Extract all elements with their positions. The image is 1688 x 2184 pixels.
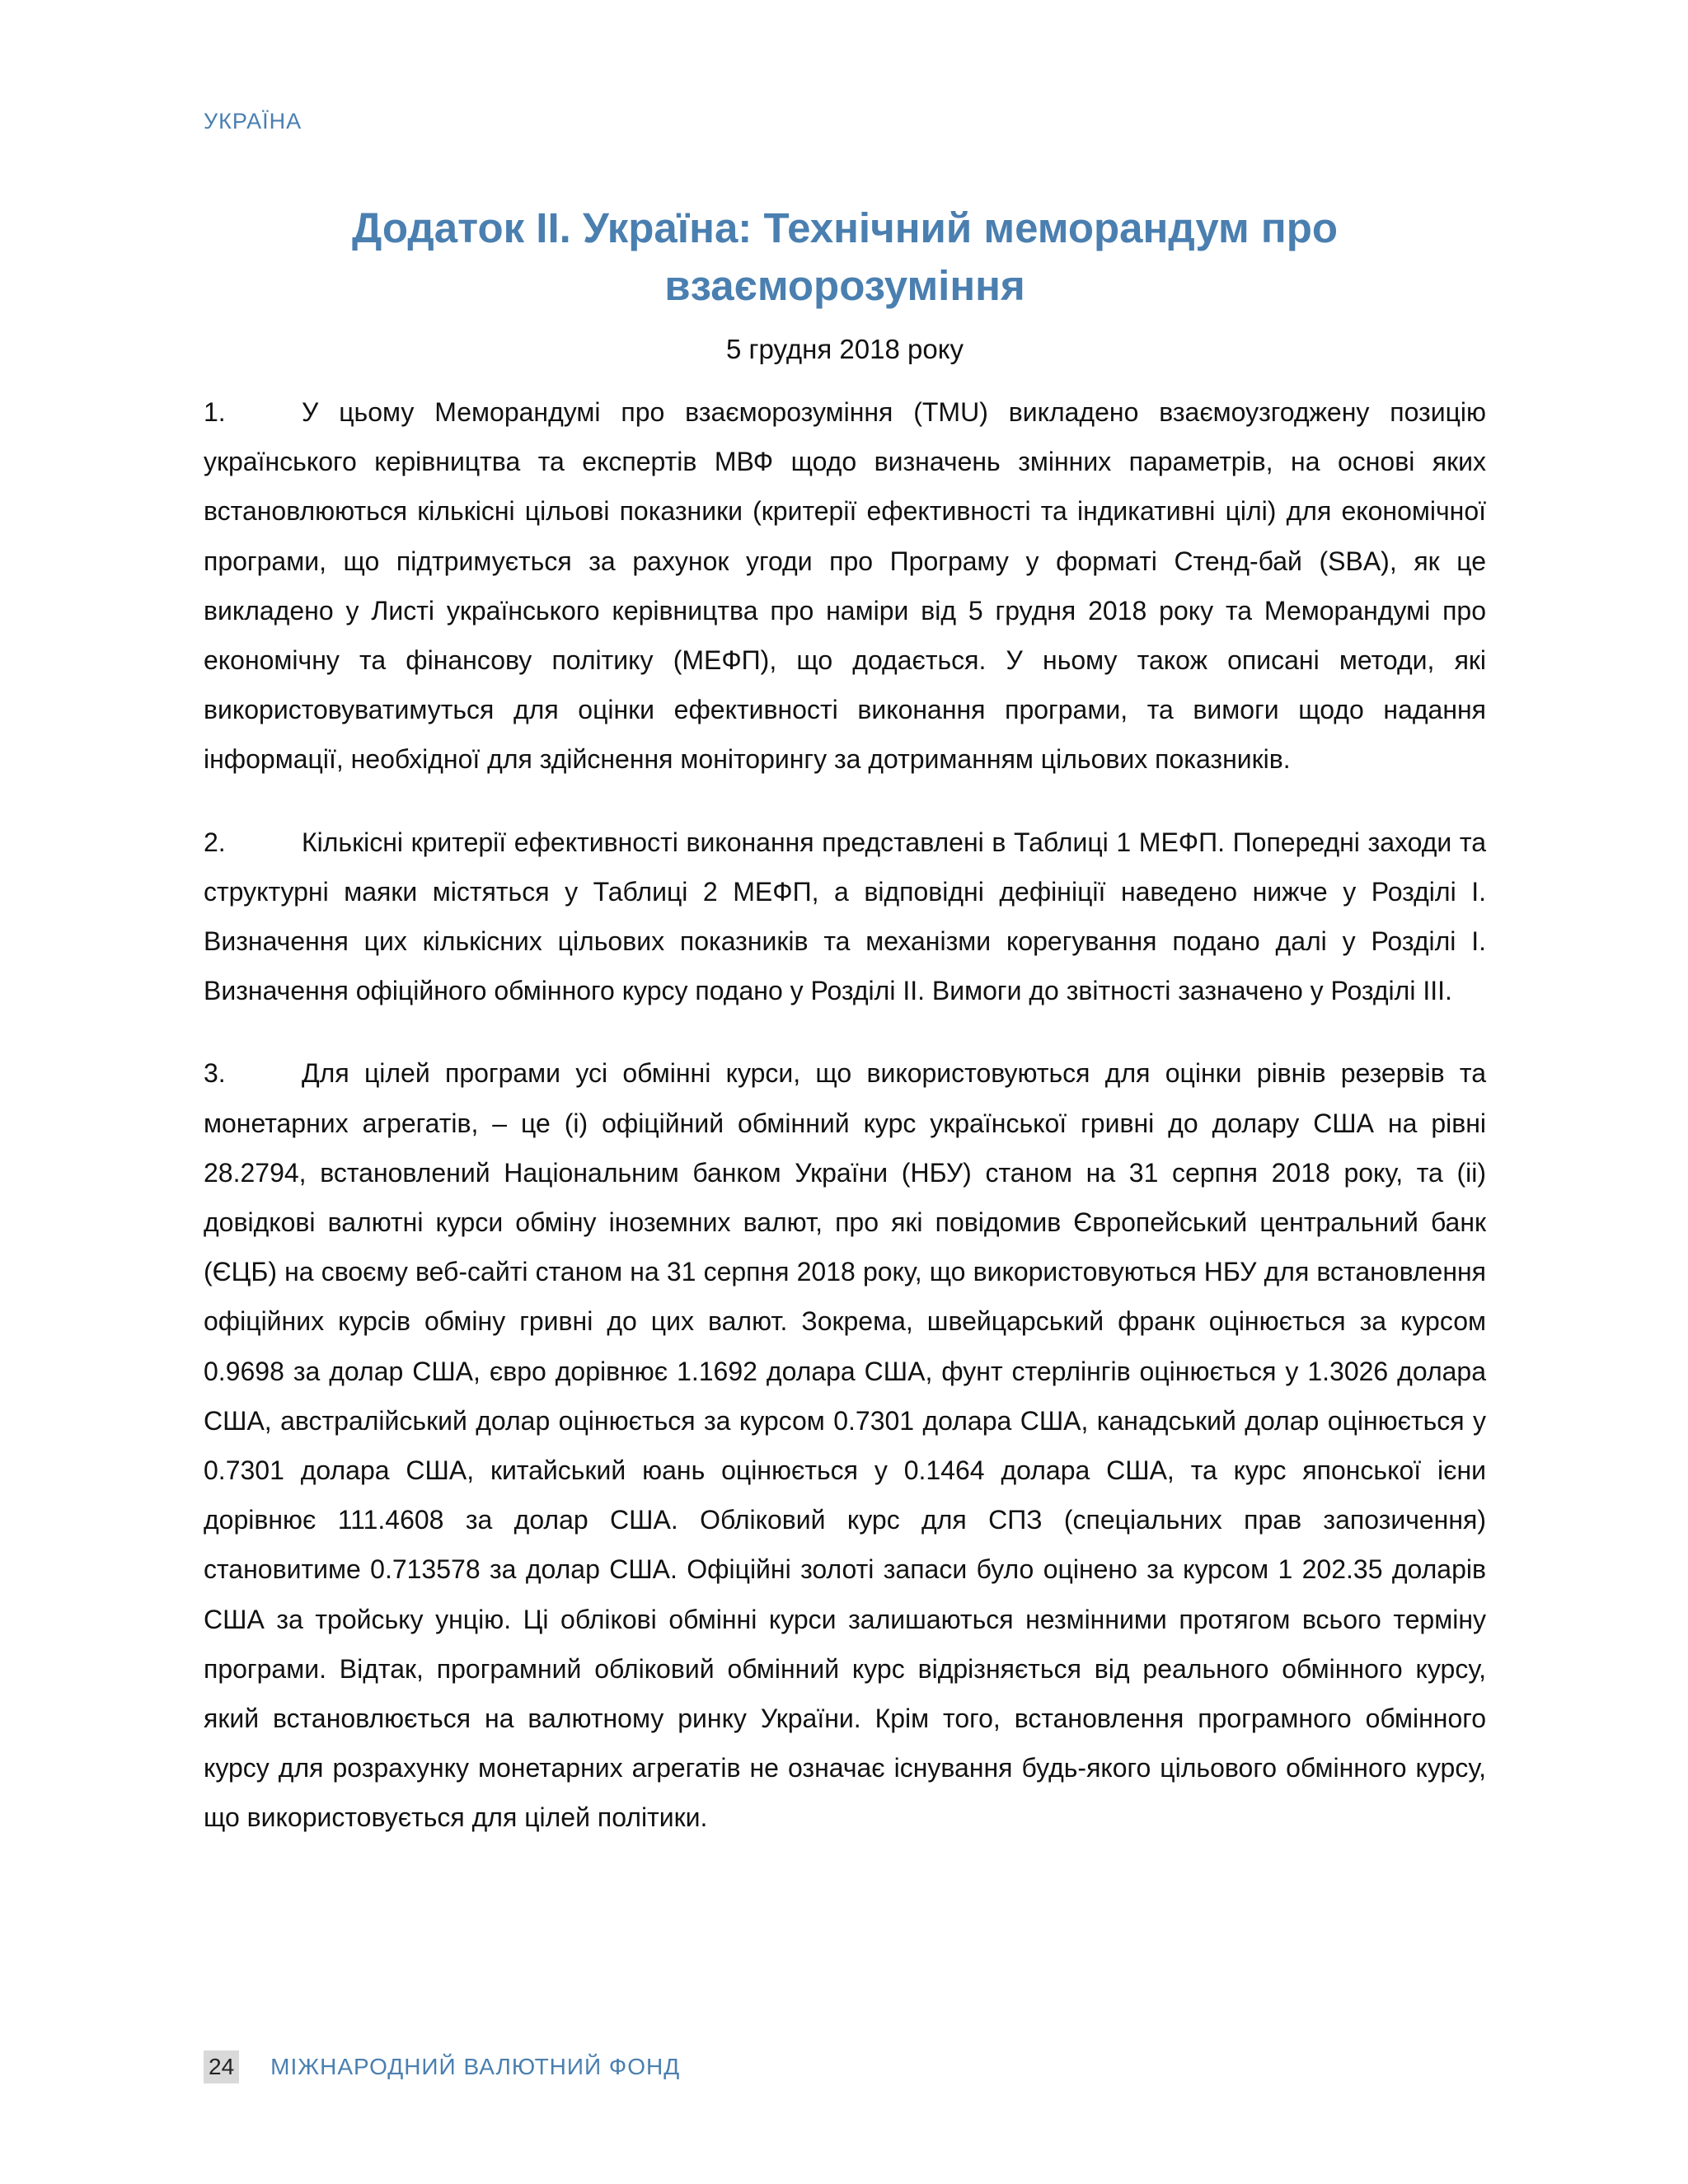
- paragraph-1: [204, 387, 1486, 785]
- paragraph-3: [204, 1048, 1486, 1842]
- paragraph-number: 1.: [204, 397, 226, 427]
- paragraph-text: У цьому Меморандумі про взаєморозуміння (TMU) викладено взаємоузгоджену позицію українського керівництва та експертів МВФ щодо визначень змінних параметрів, на основі яких встановлюються кількісні цільові показники (критерії ефективності та індикативні цілі) для економічної програми, що підтримується за рахунок угоди про Програму у форматі Стенд-бай (SBA), як це викладено у Листі українського керівництва про наміри від 5 грудня 2018 року та Меморандумі про економічну та фінансову політику (МЕФП), що додається. У ньому також описані методи, які використовуватимуться для оцінки ефективності виконання програми, та вимоги щодо надання інформації, необхідної для здійснення моніторингу за дотриманням цільових показників.: [204, 397, 1486, 775]
- document-date: 5 грудня 2018 року: [725, 334, 964, 364]
- page-title-line-1: Додаток ІІ. Україна: Технічний меморандум про: [351, 204, 1339, 251]
- paragraph-number: 2.: [204, 827, 226, 857]
- paragraph-number: 3.: [204, 1058, 226, 1089]
- page-title-line-2: взаєморозуміння: [664, 262, 1025, 309]
- paragraph-2: [204, 818, 1486, 1016]
- body-text: [204, 387, 1486, 1876]
- paragraph-text: Для цілей програми усі обмінні курси, що використовуються для оцінки рівнів резервів та монетарних агрегатів, – це (i) офіційний обмінний курс української гривні до долару США на рівні 28.2794, встановлений Національним банком України (НБУ) станом на 31 серпня 2018 року, та (ii) довідкові валютні курси обміну іноземних валют, про які повідомив Європейський центральний банк (ЄЦБ) на своєму веб-сайті станом на 31 серпня 2018 року, що використовуються НБУ для встановлення офіційних курсів обміну гривні до цих валют. Зокрема, швейцарський франк оцінюється за курсом 0.9698 за долар США, євро дорівнює 1.1692 долара США, фунт стерлінгів оцінюється у 1.3026 долара США, австралійський долар оцінюється за курсом 0.7301 долара США, канадський долар оцінюється у 0.7301 долара США, китайський юань оцінюється у 0.1464 долара США, та курс японської ієни дорівнює 111.4608 за долар США. Обліковий курс для СПЗ (спеціальних прав запозичення) становитиме 0.713578 за долар США. Офіційні золоті запаси було оцінено за курсом 1 202.35 доларів США за тройську унцію. Ці облікові обмінні курси залишаються незмінними протягом всього терміну програми. Відтак, програмний обліковий обмінний курс відрізняється від реального обмінного курсу, який встановлюється на валютному ринку України. Крім того, встановлення програмного обмінного курсу для розрахунку монетарних агрегатів не означає існування будь-якого цільового обмінного курсу, що використовується для цілей політики.: [204, 1058, 1486, 1833]
- page-title: [204, 199, 1486, 315]
- footer-organization: МІЖНАРОДНИЙ ВАЛЮТНИЙ ФОНД: [270, 2054, 681, 2079]
- paragraph-text: Кількісні критерії ефективності виконання представлені в Таблиці 1 МЕФП. Попередні заходи та структурні маяки містяться у Таблиці 2 МЕФП, а відповідні дефініції наведено нижче у Розділі I. Визначення цих кількісних цільових показників та механізми корегування подано далі у Розділі I. Визначення офіційного обмінного курсу подано у Розділі II. Вимоги до звітності зазначено у Розділі III.: [204, 827, 1486, 1006]
- running-header: УКРАЇНА: [204, 109, 302, 134]
- page-footer: [204, 2050, 680, 2084]
- page-number: 24: [204, 2050, 239, 2083]
